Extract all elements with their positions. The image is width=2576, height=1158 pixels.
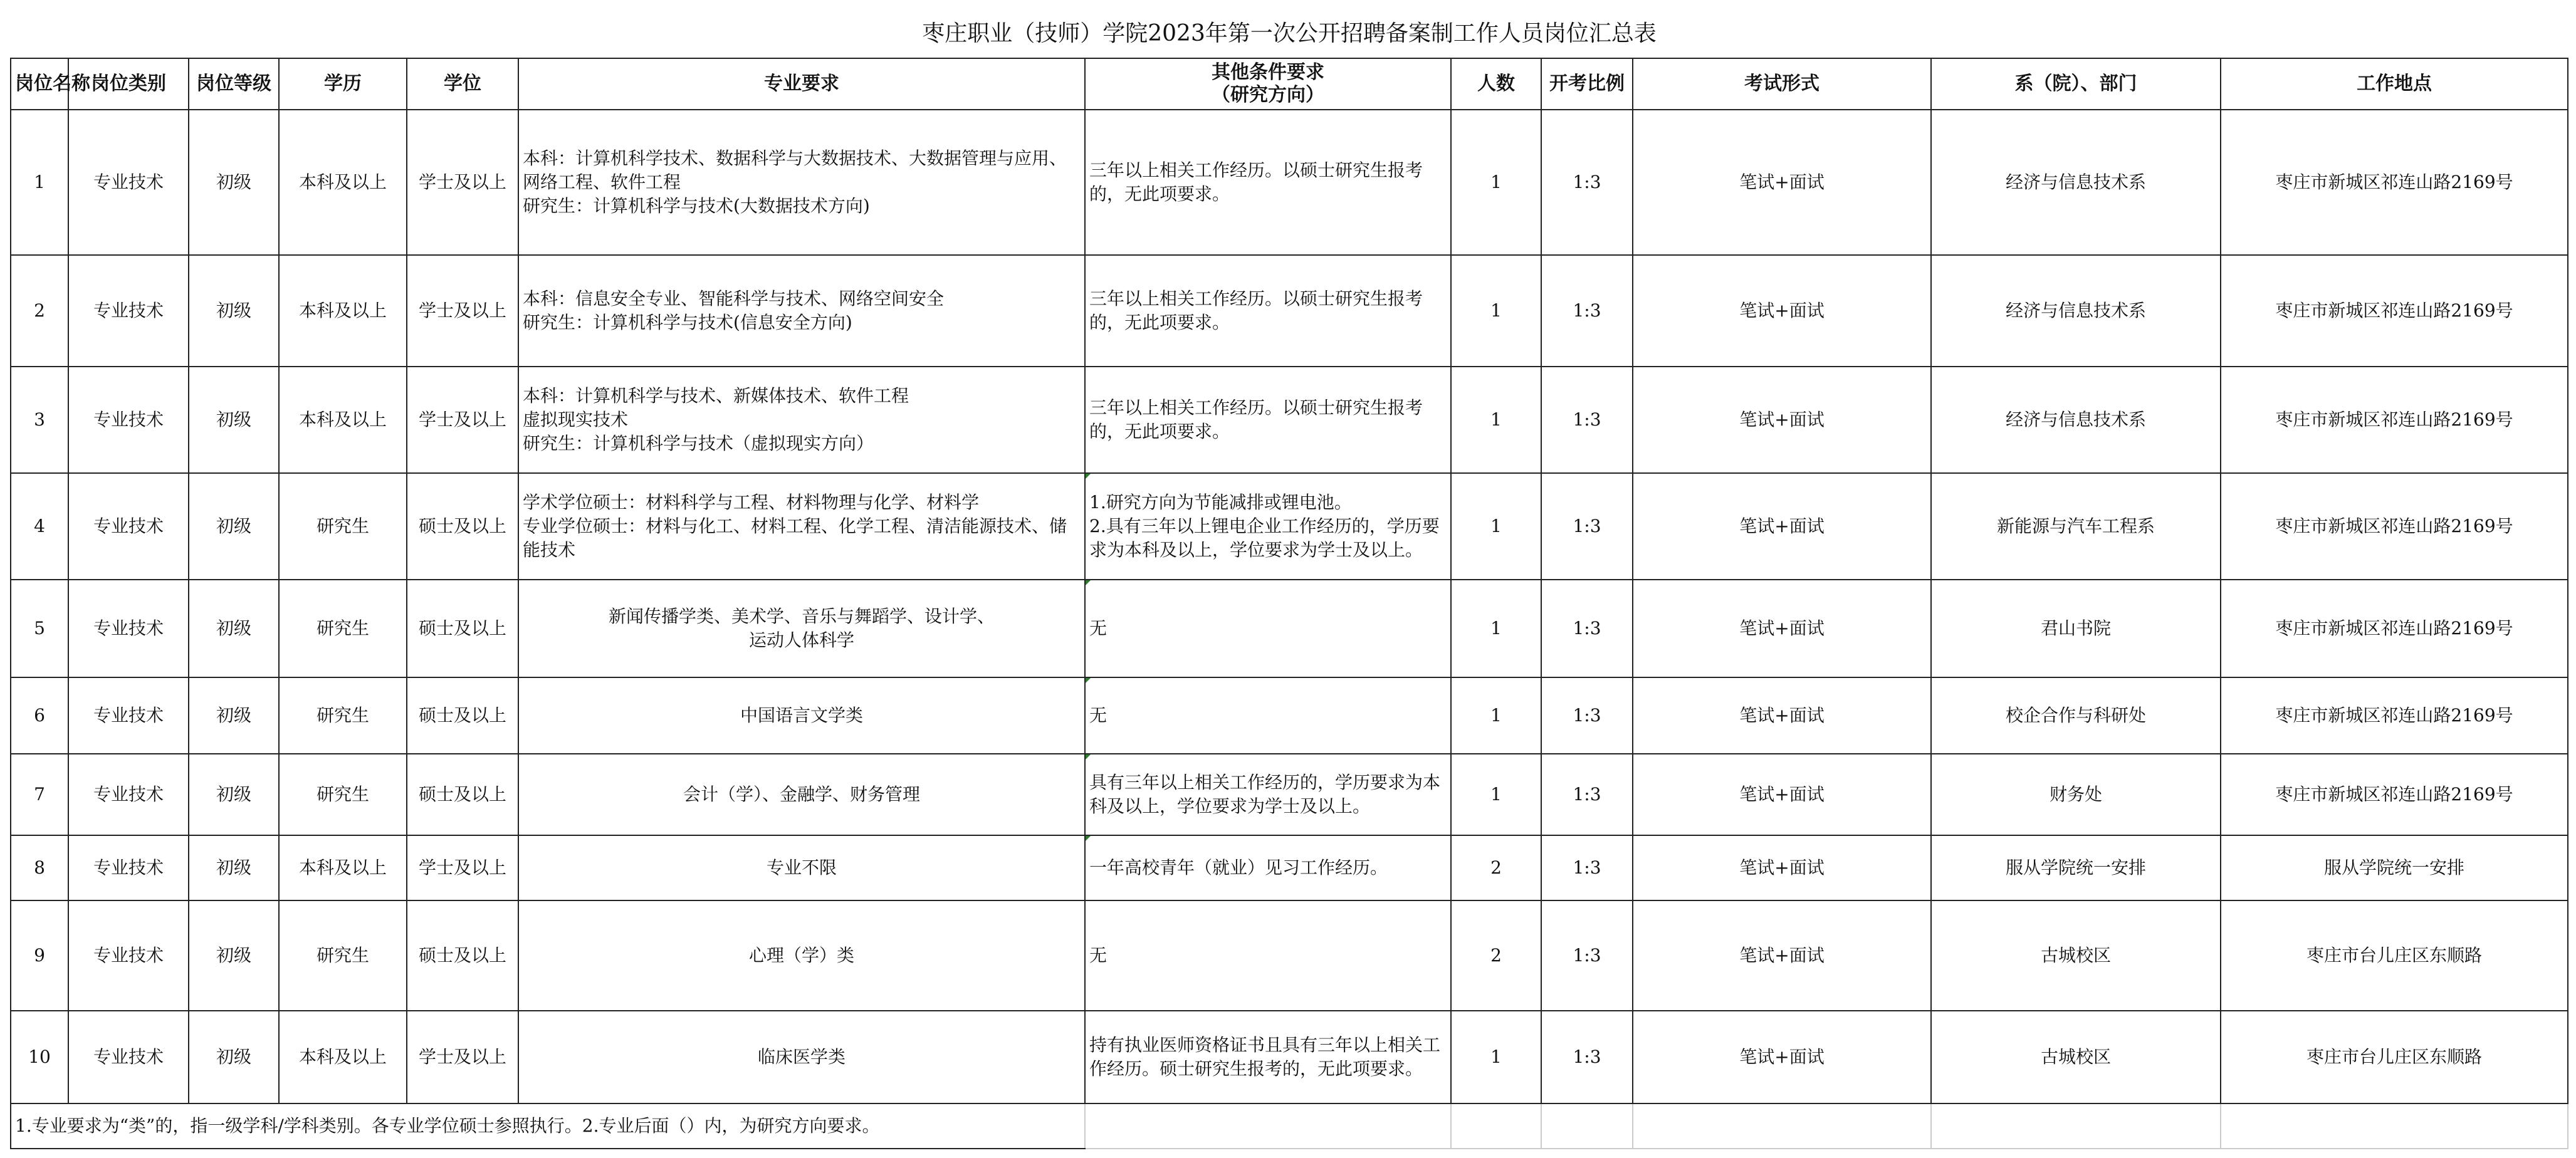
cell-education[interactable]: 本科及以上 xyxy=(279,110,407,255)
empty-cell[interactable] xyxy=(2221,1103,2568,1149)
cell-major[interactable]: 临床医学类 xyxy=(518,1011,1085,1103)
cell-degree[interactable]: 硕士及以上 xyxy=(407,677,518,754)
cell-level[interactable]: 初级 xyxy=(189,255,279,367)
table-row xyxy=(11,367,2568,473)
cell-row-number[interactable]: 7 xyxy=(11,754,68,835)
cell-exam-ratio[interactable]: 1:3 xyxy=(1541,1011,1633,1103)
cell-exam-form[interactable]: 笔试+面试 xyxy=(1633,580,1931,677)
cell-other-requirements[interactable]: 持有执业医师资格证书且具有三年以上相关工作经历。硕士研究生报考的，无此项要求。 xyxy=(1085,1011,1451,1103)
cell-department[interactable]: 经济与信息技术系 xyxy=(1931,255,2221,367)
cell-exam-form[interactable]: 笔试+面试 xyxy=(1633,1011,1931,1103)
cell-work-location[interactable]: 枣庄市台儿庄区东顺路 xyxy=(2221,1011,2568,1103)
cell-other-requirements[interactable]: 三年以上相关工作经历。以硕士研究生报考的，无此项要求。 xyxy=(1085,110,1451,255)
cell-exam-ratio[interactable]: 1:3 xyxy=(1541,110,1633,255)
cell-degree[interactable]: 硕士及以上 xyxy=(407,580,518,677)
cell-category[interactable]: 专业技术 xyxy=(68,367,189,473)
cell-work-location[interactable]: 枣庄市新城区祁连山路2169号 xyxy=(2221,110,2568,255)
note-row xyxy=(11,1103,2568,1149)
header-category[interactable]: 岗位类别 xyxy=(68,58,189,110)
cell-row-number[interactable]: 2 xyxy=(11,255,68,367)
cell-category[interactable]: 专业技术 xyxy=(68,754,189,835)
cell-row-number[interactable]: 5 xyxy=(11,580,68,677)
cell-work-location[interactable]: 枣庄市新城区祁连山路2169号 xyxy=(2221,580,2568,677)
cell-headcount[interactable]: 1 xyxy=(1451,367,1541,473)
cell-category[interactable]: 专业技术 xyxy=(68,580,189,677)
cell-category[interactable]: 专业技术 xyxy=(68,110,189,255)
table-row xyxy=(11,677,2568,754)
cell-department[interactable]: 服从学院统一安排 xyxy=(1931,835,2221,900)
cell-education[interactable]: 研究生 xyxy=(279,677,407,754)
cell-department[interactable]: 校企合作与科研处 xyxy=(1931,677,2221,754)
cell-major[interactable]: 心理（学）类 xyxy=(518,900,1085,1011)
cell-degree[interactable]: 硕士及以上 xyxy=(407,754,518,835)
cell-headcount[interactable]: 1 xyxy=(1451,580,1541,677)
cell-exam-ratio[interactable]: 1:3 xyxy=(1541,835,1633,900)
table-row xyxy=(11,473,2568,580)
header-major[interactable]: 专业要求 xyxy=(518,58,1085,110)
empty-cell[interactable] xyxy=(1633,1103,1931,1149)
cell-other-requirements[interactable]: 三年以上相关工作经历。以硕士研究生报考的，无此项要求。 xyxy=(1085,255,1451,367)
cell-department[interactable]: 经济与信息技术系 xyxy=(1931,367,2221,473)
cell-level[interactable]: 初级 xyxy=(189,677,279,754)
cell-department[interactable]: 古城校区 xyxy=(1931,900,2221,1011)
cell-work-location[interactable]: 枣庄市台儿庄区东顺路 xyxy=(2221,900,2568,1011)
spreadsheet xyxy=(10,10,2567,1148)
header-ratio[interactable]: 开考比例 xyxy=(1541,58,1633,110)
cell-exam-form[interactable]: 笔试+面试 xyxy=(1633,255,1931,367)
header-row xyxy=(11,58,2568,110)
cell-department[interactable]: 财务处 xyxy=(1931,754,2221,835)
table-row xyxy=(11,835,2568,900)
empty-cell[interactable] xyxy=(1931,1103,2221,1149)
table-row xyxy=(11,255,2568,367)
cell-exam-ratio[interactable]: 1:3 xyxy=(1541,754,1633,835)
cell-other-requirements[interactable]: 无 xyxy=(1085,677,1451,754)
table-row xyxy=(11,754,2568,835)
cell-exam-ratio[interactable]: 1:3 xyxy=(1541,677,1633,754)
cell-department[interactable]: 经济与信息技术系 xyxy=(1931,110,2221,255)
cell-category[interactable]: 专业技术 xyxy=(68,835,189,900)
cell-degree[interactable]: 学士及以上 xyxy=(407,835,518,900)
cell-category[interactable]: 专业技术 xyxy=(68,677,189,754)
cell-other-requirements[interactable]: 一年高校青年（就业）见习工作经历。 xyxy=(1085,835,1451,900)
cell-department[interactable]: 古城校区 xyxy=(1931,1011,2221,1103)
cell-degree[interactable]: 学士及以上 xyxy=(407,110,518,255)
cell-exam-ratio[interactable]: 1:3 xyxy=(1541,580,1633,677)
cell-level[interactable]: 初级 xyxy=(189,473,279,580)
cell-major[interactable]: 本科：计算机科学技术、数据科学与大数据技术、大数据管理与应用、网络工程、软件工程 研究生：计算机科学与技术(大数据技术方向) xyxy=(518,110,1085,255)
table-row xyxy=(11,1011,2568,1103)
footnote[interactable]: 1.专业要求为“类”的，指一级学科/学科类别。各专业学位硕士参照执行。2.专业后面（）内，为研究方向要求。 xyxy=(11,1103,1085,1149)
cell-other-requirements[interactable]: 无 xyxy=(1085,580,1451,677)
cell-exam-ratio[interactable]: 1:3 xyxy=(1541,473,1633,580)
cell-level[interactable]: 初级 xyxy=(189,110,279,255)
cell-education[interactable]: 研究生 xyxy=(279,754,407,835)
table-title[interactable]: 枣庄职业（技师）学院2023年第一次公开招聘备案制工作人员岗位汇总表 xyxy=(11,10,2568,58)
cell-major[interactable]: 中国语言文学类 xyxy=(518,677,1085,754)
cell-other-requirements[interactable]: 三年以上相关工作经历。以硕士研究生报考的，无此项要求。 xyxy=(1085,367,1451,473)
header-degree[interactable]: 学位 xyxy=(407,58,518,110)
header-exam[interactable]: 考试形式 xyxy=(1633,58,1931,110)
header-level[interactable]: 岗位等级 xyxy=(189,58,279,110)
cell-headcount[interactable]: 1 xyxy=(1451,754,1541,835)
cell-work-location[interactable]: 枣庄市新城区祁连山路2169号 xyxy=(2221,255,2568,367)
cell-exam-form[interactable]: 笔试+面试 xyxy=(1633,900,1931,1011)
cell-department[interactable]: 新能源与汽车工程系 xyxy=(1931,473,2221,580)
empty-cell[interactable] xyxy=(1085,1103,1451,1149)
table-row xyxy=(11,580,2568,677)
cell-other-requirements[interactable]: 无 xyxy=(1085,900,1451,1011)
cell-education[interactable]: 研究生 xyxy=(279,473,407,580)
cell-major[interactable]: 本科：信息安全专业、智能科学与技术、网络空间安全 研究生：计算机科学与技术(信息安全方向) xyxy=(518,255,1085,367)
cell-headcount[interactable]: 1 xyxy=(1451,473,1541,580)
empty-cell[interactable] xyxy=(1541,1103,1633,1149)
cell-education[interactable]: 本科及以上 xyxy=(279,367,407,473)
cell-degree[interactable]: 学士及以上 xyxy=(407,255,518,367)
cell-level[interactable]: 初级 xyxy=(189,580,279,677)
job-table xyxy=(10,10,2568,1149)
cell-exam-ratio[interactable]: 1:3 xyxy=(1541,367,1633,473)
cell-education[interactable]: 本科及以上 xyxy=(279,835,407,900)
cell-row-number[interactable]: 1 xyxy=(11,110,68,255)
cell-exam-form[interactable]: 笔试+面试 xyxy=(1633,835,1931,900)
cell-headcount[interactable]: 1 xyxy=(1451,677,1541,754)
cell-other-requirements[interactable]: 1.研究方向为节能减排或锂电池。 2.具有三年以上锂电企业工作经历的，学历要求为本科及以上，学位要求为学士及以上。 xyxy=(1085,473,1451,580)
cell-major[interactable]: 专业不限 xyxy=(518,835,1085,900)
cell-work-location[interactable]: 枣庄市新城区祁连山路2169号 xyxy=(2221,754,2568,835)
cell-department[interactable]: 君山书院 xyxy=(1931,580,2221,677)
cell-row-number[interactable]: 8 xyxy=(11,835,68,900)
cell-headcount[interactable]: 2 xyxy=(1451,835,1541,900)
cell-headcount[interactable]: 1 xyxy=(1451,255,1541,367)
cell-exam-form[interactable]: 笔试+面试 xyxy=(1633,473,1931,580)
cell-headcount[interactable]: 1 xyxy=(1451,110,1541,255)
cell-level[interactable]: 初级 xyxy=(189,367,279,473)
cell-category[interactable]: 专业技术 xyxy=(68,1011,189,1103)
cell-row-number[interactable]: 9 xyxy=(11,900,68,1011)
cell-education[interactable]: 研究生 xyxy=(279,900,407,1011)
cell-level[interactable]: 初级 xyxy=(189,835,279,900)
cell-major[interactable]: 本科：计算机科学与技术、新媒体技术、软件工程 虚拟现实技术 研究生：计算机科学与技术（虚拟现实方向） xyxy=(518,367,1085,473)
title-row xyxy=(11,10,2568,58)
header-education[interactable]: 学历 xyxy=(279,58,407,110)
cell-exam-form[interactable]: 笔试+面试 xyxy=(1633,367,1931,473)
cell-work-location[interactable]: 枣庄市新城区祁连山路2169号 xyxy=(2221,677,2568,754)
cell-exam-form[interactable]: 笔试+面试 xyxy=(1633,677,1931,754)
cell-exam-ratio[interactable]: 1:3 xyxy=(1541,900,1633,1011)
cell-row-number[interactable]: 4 xyxy=(11,473,68,580)
cell-work-location[interactable]: 枣庄市新城区祁连山路2169号 xyxy=(2221,473,2568,580)
header-post-name[interactable]: 岗位名称 xyxy=(11,58,68,110)
cell-degree[interactable]: 学士及以上 xyxy=(407,1011,518,1103)
table-row xyxy=(11,110,2568,255)
cell-degree[interactable]: 硕士及以上 xyxy=(407,900,518,1011)
cell-education[interactable]: 本科及以上 xyxy=(279,255,407,367)
cell-row-number[interactable]: 10 xyxy=(11,1011,68,1103)
header-location[interactable]: 工作地点 xyxy=(2221,58,2568,110)
cell-work-location[interactable]: 服从学院统一安排 xyxy=(2221,835,2568,900)
empty-cell[interactable] xyxy=(1451,1103,1541,1149)
header-other[interactable]: 其他条件要求 （研究方向） xyxy=(1085,58,1451,110)
cell-exam-form[interactable]: 笔试+面试 xyxy=(1633,110,1931,255)
cell-headcount[interactable]: 1 xyxy=(1451,1011,1541,1103)
cell-level[interactable]: 初级 xyxy=(189,900,279,1011)
cell-work-location[interactable]: 枣庄市新城区祁连山路2169号 xyxy=(2221,367,2568,473)
cell-exam-form[interactable]: 笔试+面试 xyxy=(1633,754,1931,835)
cell-degree[interactable]: 硕士及以上 xyxy=(407,473,518,580)
cell-exam-ratio[interactable]: 1:3 xyxy=(1541,255,1633,367)
cell-category[interactable]: 专业技术 xyxy=(68,255,189,367)
cell-major[interactable]: 学术学位硕士：材料科学与工程、材料物理与化学、材料学 专业学位硕士：材料与化工、材料工程、化学工程、清洁能源技术、储能技术 xyxy=(518,473,1085,580)
cell-row-number[interactable]: 6 xyxy=(11,677,68,754)
cell-category[interactable]: 专业技术 xyxy=(68,900,189,1011)
cell-degree[interactable]: 学士及以上 xyxy=(407,367,518,473)
cell-row-number[interactable]: 3 xyxy=(11,367,68,473)
cell-category[interactable]: 专业技术 xyxy=(68,473,189,580)
table-row xyxy=(11,900,2568,1011)
header-dept[interactable]: 系（院）、部门 xyxy=(1931,58,2221,110)
cell-level[interactable]: 初级 xyxy=(189,1011,279,1103)
cell-level[interactable]: 初级 xyxy=(189,754,279,835)
header-count[interactable]: 人数 xyxy=(1451,58,1541,110)
cell-other-requirements[interactable]: 具有三年以上相关工作经历的，学历要求为本科及以上，学位要求为学士及以上。 xyxy=(1085,754,1451,835)
cell-headcount[interactable]: 2 xyxy=(1451,900,1541,1011)
cell-education[interactable]: 本科及以上 xyxy=(279,1011,407,1103)
cell-major[interactable]: 会计（学）、金融学、财务管理 xyxy=(518,754,1085,835)
cell-education[interactable]: 研究生 xyxy=(279,580,407,677)
cell-major[interactable]: 新闻传播学类、美术学、音乐与舞蹈学、设计学、 运动人体科学 xyxy=(518,580,1085,677)
